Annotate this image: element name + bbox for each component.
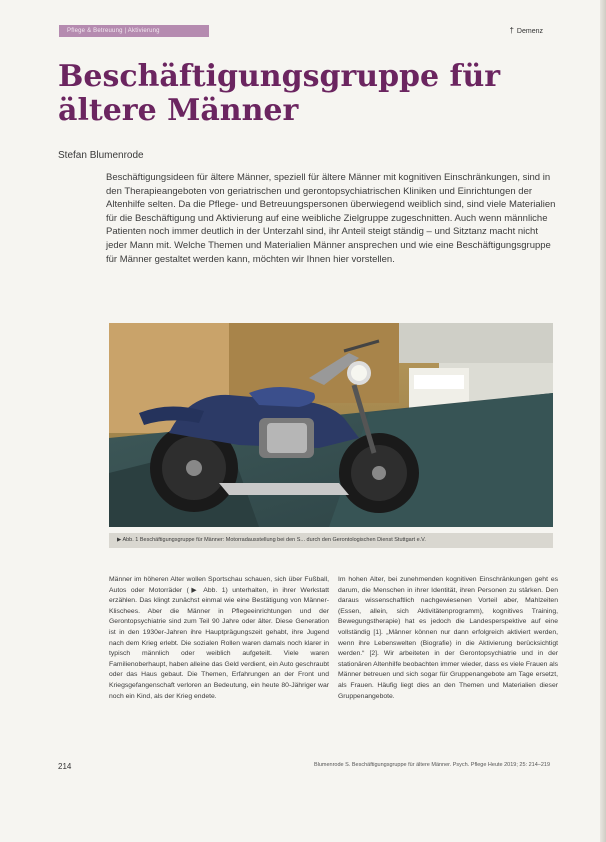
page-edge-shadow [600, 0, 606, 842]
article-author: Stefan Blumenrode [58, 150, 144, 161]
page-number: 214 [58, 762, 72, 771]
body-column-left: Männer im höheren Alter wollen Sportschau schauen, sich über Fußball, Autos oder Motorräder (▶ Abb. 1) unterhalten, in ihrer Werkstatt erzählen. Das klingt zunächst einmal wie eine Bestätigung von Männer-Klischees. Aber die Männer in Pflegeeinrichtungen und der Gerontopsychiatrie sind zum Teil 90 Jahre oder älter. Diese Generation ist in den 1930er-Jahren ihre Hauptprägungszeit gehabt, ihre Jugend nach dem Krieg erlebt. Die sozialen Rollen waren damals noch klarer in typisch männlich oder weiblich aufgeteilt. Viele waren Familienoberhaupt, haben alleine das Geld verdient, ein Auto geschraubt oder das Haus gebaut. Die Themen, Erfahrungen an der Front und Kriegsgefangenschaft verloren an Bedeutung, ein heute 80-Jähriger war noch ein Kind, als der Krieg endete. [109, 576, 329, 700]
section-mark-icon: † [509, 26, 514, 35]
section-tag [509, 26, 543, 35]
body-column-right: Im hohen Alter, bei zunehmenden kognitiven Einschränkungen geht es darum, die Menschen in ihrer Identität, ihren Personen zu stärken. Den daraus wissenschaftlich nachgewiesenen Vorteil aber, Mahlzeiten (Essen, allein, sich Aktivitätenprogramm), kognitives Training, Bewegungstherapie) hat es jedoch die Landesperspektive auf eine vollständig [1]. „Männer können nur dann erfolgreich aktiviert werden, wenn ihre Lebenswelten (Biografie) in die Aktivierung berücksichtigt werden.“ [2]. Wir arbeiteten in der Gerontopsychiatrie und in der stationären Altenhilfe beobachten immer wieder, dass es viele Frauen als Männer betreuen und sich sogar für Gruppenangebote am Tage ersetzt, als Frauen. Häufig liegt dies an den Themen und Materialien dieser Gruppenangebote. [338, 576, 558, 700]
rubric-tag: Pflege & Betreuung | Aktivierung [59, 25, 209, 37]
article-title: Beschäftigungsgruppe für ältere Männer [58, 59, 501, 128]
motorcycle-photo [109, 323, 553, 527]
section-label: Demenz [516, 28, 543, 35]
figure-caption: ▶ Abb. 1 Beschäftigungsgruppe für Männer: Motorradausstellung bei den S... durch den Gerontologischen Dienst Stuttgart e.V. [109, 533, 553, 548]
article-lead: Beschäftigungsideen für ältere Männer, speziell für ältere Männer mit kognitiven Einschränkungen, sind in den Therapieangeboten von geriatrischen und gerontopsychiatrischen Kliniken und Einrichtungen der Altenhilfe selten. Da die Pflege- und Betreuungspersonen überwiegend weiblich sind, sind viele Materialien für die Beschäftigung und Aktivierung auf eine weibliche Zielgruppe zugeschnitten. Auch wenn männliche Patienten noch immer deutlich in der Unterzahl sind, ihr Anteil steigt ständig – und Sitztanz macht nicht jeder Mann mit. Welche Themen und Materialien Männer ansprechen und wie eine Beschäftigungsgruppe für Männer gestaltet werden kann, möchten wir Ihnen hier vorstellen. [106, 172, 556, 265]
citation-line: Blumenrode S. Beschäftigungsgruppe für ältere Männer. Psych. Pflege Heute 2019; 25: 214–219 [313, 762, 550, 768]
motorcycle-photo-image [109, 323, 553, 527]
